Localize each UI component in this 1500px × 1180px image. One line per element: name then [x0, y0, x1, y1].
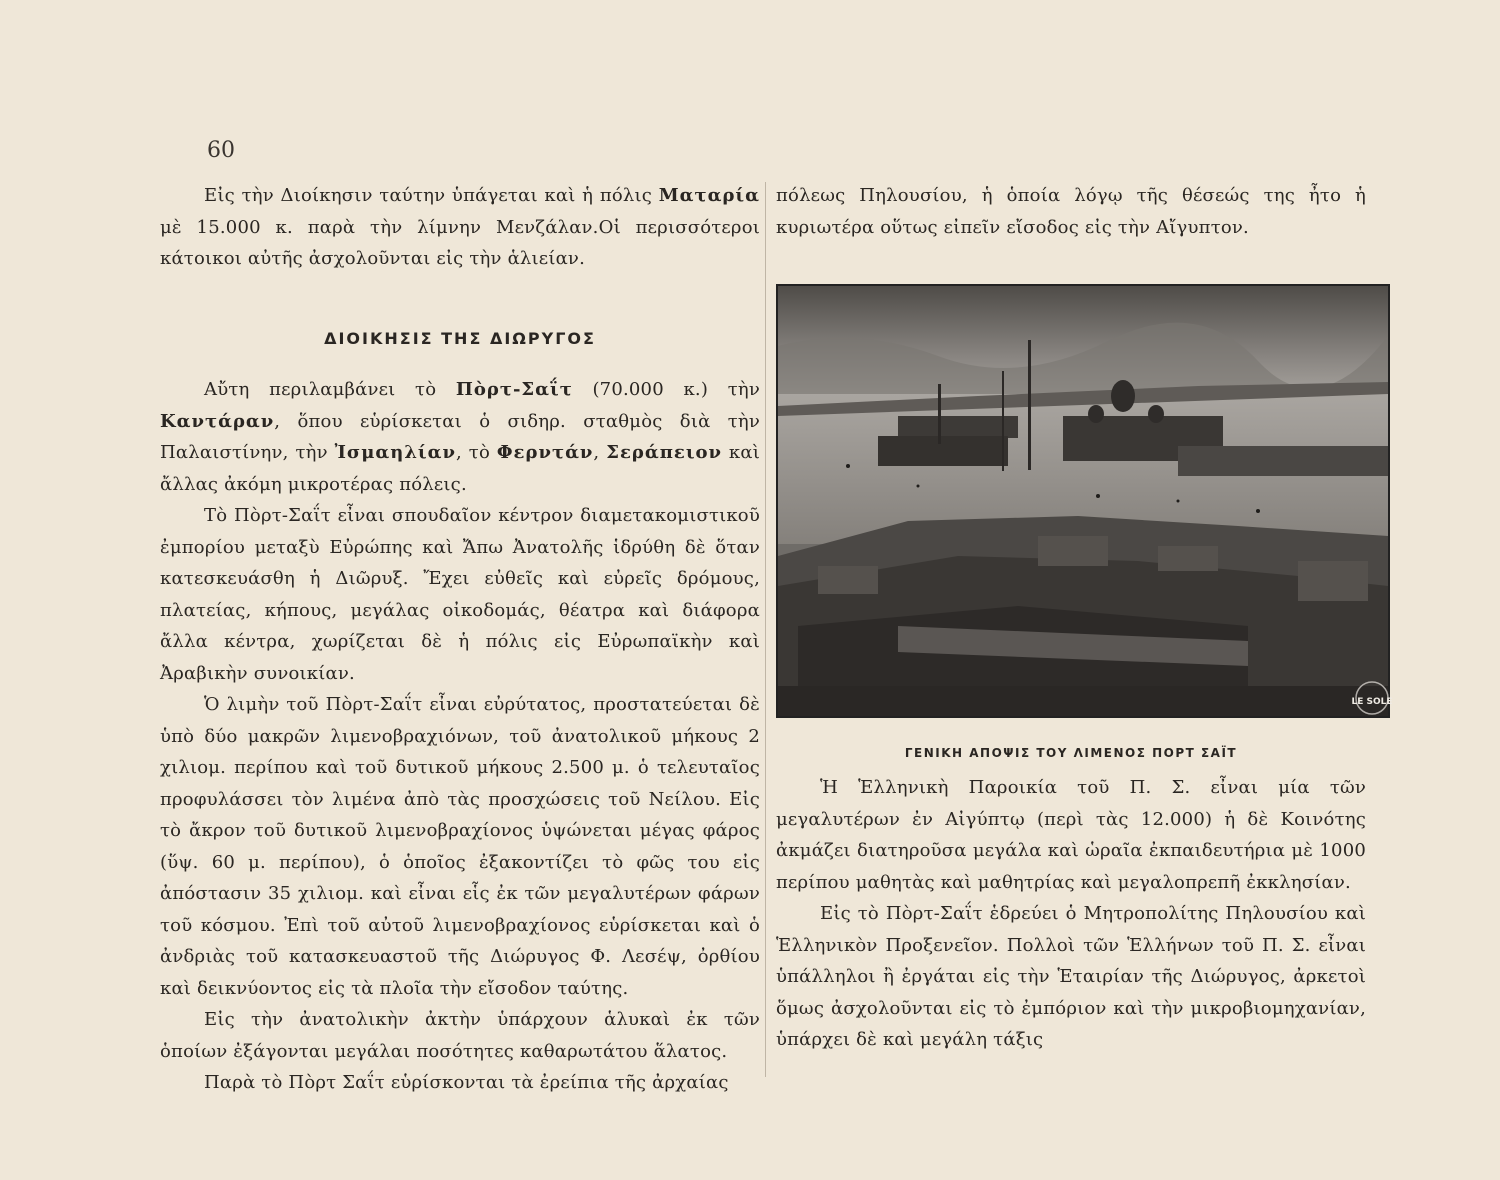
text: , ὅπου εὑρίσκεται ὁ σιδηρ. σταθμὸς διὰ τὴν Παλαιστίνην, τὴν	[160, 410, 760, 463]
section-heading: ΔΙΟΙΚΗΣΙΣ ΤΗΣ ΔΙΩΡΥΓΟΣ	[324, 328, 596, 348]
right-column-bottom	[776, 772, 1366, 1056]
column-divider	[765, 182, 766, 1077]
paragraph: Εἰς τὴν ἀνατολικὴν ἀκτὴν ὑπάρχουν ἁλυκαὶ ἐκ τῶν ὁποίων ἐξάγονται μεγάλαι ποσότητες καθαρωτάτου ἅλατος.	[160, 1009, 760, 1062]
place-name: Σεράπειον	[606, 442, 723, 463]
text: , τὸ	[456, 442, 497, 463]
text: καὶ ἄλλας ἀκόμη μικροτέρας πόλεις.	[160, 442, 760, 495]
paragraph: Τὸ Πὸρτ-Σαΐτ εἶναι σπουδαῖον κέντρον διαμετακομιστικοῦ ἐμπορίου μεταξὺ Εὐρώπης καὶ Ἄπω Ἀνατολῆς ἱδρύθη δὲ ὅταν κατεσκευάσθη ἡ Διῶρυξ. Ἔχει εὐθεῖς καὶ εὐρεῖς δρόμους, πλατείας, κήπους, μεγάλας οἰκοδομάς, θέατρα καὶ διάφορα ἄλλα κέντρα, χωρίζεται δὲ ἡ πόλις εἰς Εὐρωπαϊκὴν καὶ Ἀραβικὴν συνοικίαν.	[160, 505, 760, 684]
paragraph	[160, 374, 760, 500]
place-name: Ἰσμαηλίαν	[334, 442, 456, 463]
place-name: Φερντάν	[496, 442, 594, 463]
text: Εἰς τὴν Διοίκησιν ταύτην ὑπάγεται καὶ ἡ πόλις	[204, 185, 659, 206]
paragraph	[160, 180, 760, 275]
text: μὲ 15.000 κ. παρὰ τὴν λίμνην Μενζάλαν.Οἱ περισσότεροι κάτοικοι αὐτῆς ἀσχολοῦνται εἰς τὴν ἁλιείαν.	[160, 216, 760, 269]
right-column-top	[776, 180, 1366, 243]
place-name: Ματαρία	[658, 185, 760, 206]
paragraph: πόλεως Πηλουσίου, ἡ ὁποία λόγῳ τῆς θέσεώς της ἦτο ἡ κυριωτέρα οὕτως εἰπεῖν εἴσοδος εἰς τὴν Αἴγυπτον.	[776, 185, 1366, 238]
paragraph: Παρὰ τὸ Πὸρτ Σαΐτ εὑρίσκονται τὰ ἐρείπια τῆς ἀρχαίας	[204, 1072, 729, 1093]
place-name: Πὸρτ-Σαΐτ	[455, 379, 573, 400]
place-name: Καντάραν	[160, 410, 275, 432]
paragraph: Ἡ Ἑλληνικὴ Παροικία τοῦ Π. Σ. εἶναι μία τῶν μεγαλυτέρων ἐν Αἰγύπτῳ (περὶ τὰς 12.000) ἡ δὲ Κοινότης ἀκμάζει διατηροῦσα μεγάλα καὶ ὡραῖα ἐκπαιδευτήρια μὲ 1000 περίπου μαθητὰς καὶ μαθητρίας καὶ μεγαλοπρεπῆ ἐκκλησίαν.	[776, 777, 1366, 893]
text: Αὔτη περιλαμβάνει τὸ	[204, 379, 456, 400]
text: ,	[593, 442, 607, 463]
paragraph: Εἰς τὸ Πὸρτ-Σαΐτ ἑδρεύει ὁ Μητροπολίτης Πηλουσίου καὶ Ἑλληνικὸν Προξενεῖον. Πολλοὶ τῶν Ἑλλήνων τοῦ Π. Σ. εἶναι ὑπάλληλοι ἢ ἐργάται εἰς τὴν Ἑταιρίαν τῆς Διώρυγος, ἀρκετοὶ ὅμως ἀσχολοῦνται εἰς τὸ ἐμπόριον καὶ τὴν μικροβιομηχανίαν, ὑπάρχει δὲ καὶ μεγάλη τάξις	[776, 903, 1366, 1050]
left-column	[160, 180, 760, 1099]
photo-signature: LE SOLE	[1351, 697, 1393, 707]
page-number: 60	[207, 138, 235, 163]
harbor-photo	[776, 284, 1393, 718]
photo-caption: ΓΕΝΙΚΗ ΑΠΟΨΙΣ ΤΟΥ ΛΙΜΕΝΟΣ ΠΟΡΤ ΣΑΪΤ	[904, 746, 1238, 760]
paragraph: Ὁ λιμὴν τοῦ Πὸρτ-Σαΐτ εἶναι εὐρύτατος, προστατεύεται δὲ ὑπὸ δύο μακρῶν λιμενοβραχιόνων, τοῦ ἀνατολικοῦ μήκους 2 χιλιομ. περίπου καὶ τοῦ δυτικοῦ μήκους 2.500 μ. ὁ τελευταῖος προφυλάσσει τὸν λιμένα ἀπὸ τὰς προσχώσεις τοῦ Νείλου. Εἰς τὸ ἄκρον τοῦ δυτικοῦ λιμενοβραχίονος ὑψώνεται μέγας φάρος (ὕψ. 60 μ. περίπου), ὁ ὁποῖος ἐξακοντίζει τὸ φῶς του εἰς ἀπόστασιν 35 χιλιομ. καὶ εἶναι εἷς ἐκ τῶν μεγαλυτέρων φάρων τοῦ κόσμου. Ἐπὶ τοῦ αὐτοῦ λιμενοβραχίονος εὑρίσκεται καὶ ὁ ἀνδριὰς τοῦ κατασκευαστοῦ τῆς Διώρυγος Φ. Λεσέψ, ὀρθίου καὶ δεικνύοντος εἰς τὰ πλοῖα τὴν εἴσοδον ταύτης.	[160, 694, 760, 999]
text: (70.000 κ.) τὴν	[572, 379, 760, 400]
harbor-photo-image	[778, 286, 1393, 716]
